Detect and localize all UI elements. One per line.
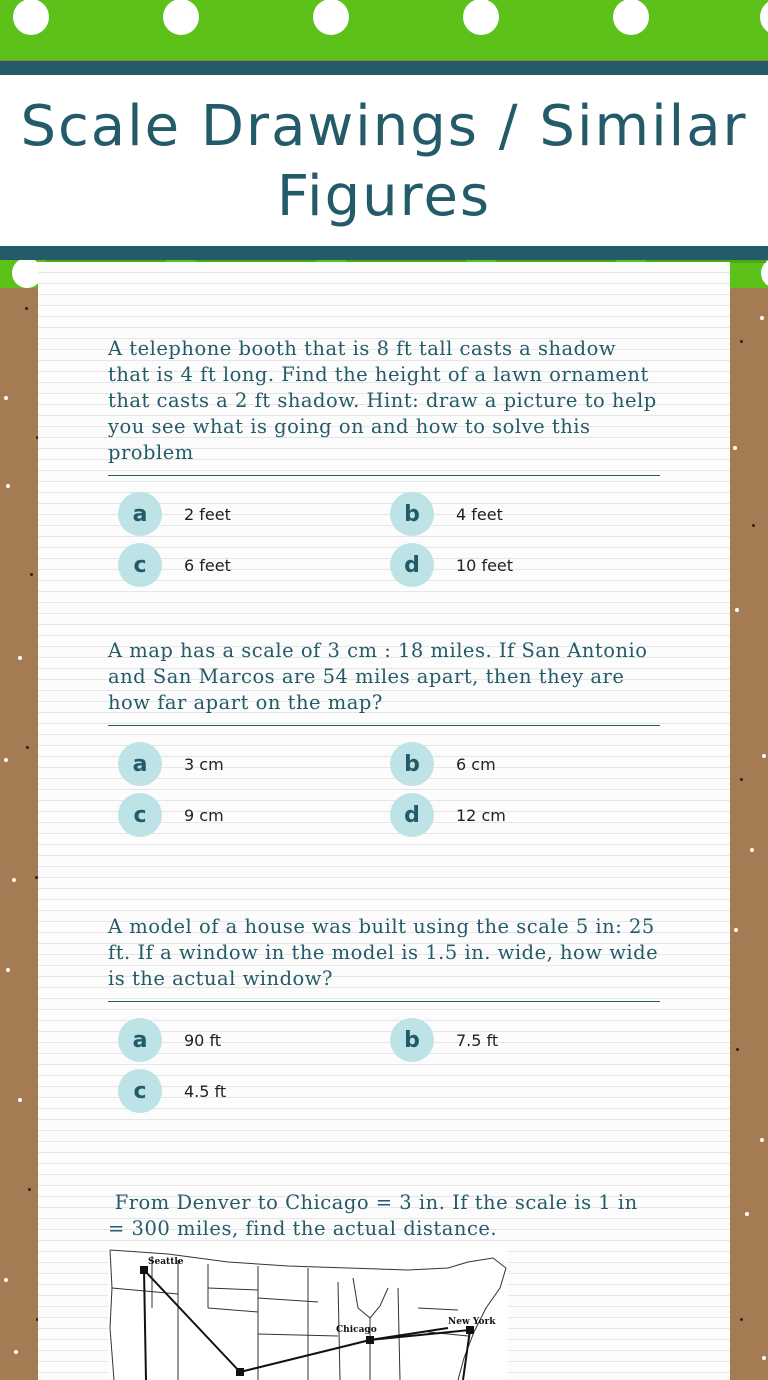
option-text: 4 feet [456,504,503,524]
question-text: A model of a house was built using the scale 5 in: 25 ft. If a window in the model is 1.5 in. wide, how wide is the actual window? [108,915,659,990]
answer-options [108,476,660,586]
answer-option[interactable] [390,742,496,786]
option-text: 12 cm [456,805,506,825]
header-divider-bottom [0,246,768,260]
question-4 [108,1190,660,1242]
answer-option[interactable] [390,543,513,587]
option-letter-badge: b [390,742,434,786]
option-letter-badge: c [118,1069,162,1113]
us-map-image [108,1248,508,1380]
answer-option[interactable] [118,1069,226,1113]
option-text: 7.5 ft [456,1030,499,1050]
answer-option[interactable] [390,793,506,837]
answer-option[interactable] [390,1018,498,1062]
question-3 [108,914,660,1112]
answer-option[interactable] [118,793,224,837]
newyork-marker [466,1326,474,1334]
page-title: Scale Drawings / Similar Figures [20,94,748,229]
option-letter-badge: b [390,492,434,536]
question-text: A map has a scale of 3 cm : 18 miles. If San Antonio and San Marcos are 54 miles apart, then they are how far apart on the map? [108,639,648,714]
option-text: 6 feet [184,555,231,575]
option-text: 90 ft [184,1030,222,1050]
question-2 [108,638,660,836]
chicago-marker [366,1336,374,1344]
option-letter-badge: a [118,492,162,536]
option-letter-badge: c [118,793,162,837]
seattle-label: Seattle [148,1257,184,1267]
question-1 [108,336,660,586]
header-divider-top [0,61,768,75]
answer-option[interactable] [390,492,503,536]
answer-option[interactable] [118,492,231,536]
answer-option[interactable] [118,742,224,786]
newyork-label: New York [448,1317,496,1327]
option-text: 6 cm [456,754,496,774]
option-text: 3 cm [184,754,224,774]
option-letter-badge: b [390,1018,434,1062]
option-text: 4.5 ft [184,1081,227,1101]
question-text: A telephone booth that is 8 ft tall casts a shadow that is 4 ft long. Find the height of a lawn ornament that casts a 2 ft shadow. Hint: draw a picture to help you see what is going on and how to solve this problem [108,337,657,464]
answer-options [108,1002,660,1112]
chicago-label: Chicago [336,1325,377,1335]
option-letter-badge: a [118,742,162,786]
option-text: 10 feet [456,555,514,575]
option-text: 2 feet [184,504,231,524]
answer-options [108,726,660,836]
answer-option[interactable] [118,1018,221,1062]
option-text: 9 cm [184,805,224,825]
header-pattern-top [0,0,768,60]
seattle-marker [140,1266,148,1274]
answer-option[interactable] [118,543,231,587]
option-letter-badge: c [118,543,162,587]
denver-marker [236,1368,244,1376]
option-letter-badge: a [118,1018,162,1062]
option-letter-badge: d [390,543,434,587]
option-letter-badge: d [390,793,434,837]
question-text: From Denver to Chicago = 3 in. If the scale is 1 in = 300 miles, find the actual distance. [108,1191,645,1240]
us-map-drawing [108,1248,508,1380]
